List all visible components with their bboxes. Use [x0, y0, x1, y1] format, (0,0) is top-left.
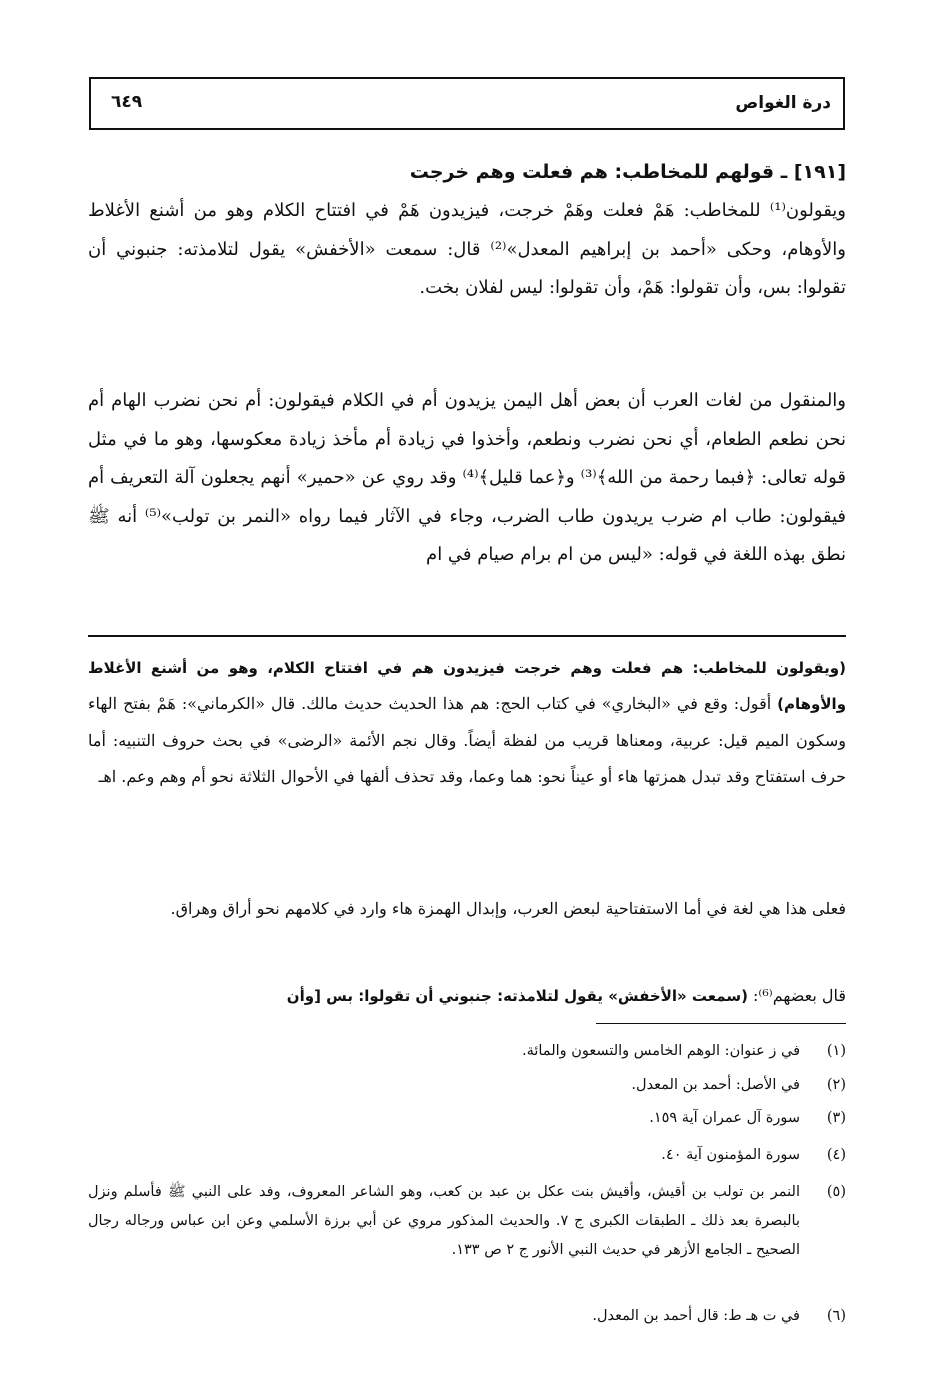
- footnote-text: سورة آل عمران آية ١٥٩.: [649, 1110, 800, 1126]
- footnote-3: [88, 1104, 846, 1132]
- footnote-divider: [596, 1023, 846, 1024]
- page-header: [89, 77, 845, 130]
- commentary-text: أقول: وقع في «البخاري» في كتاب الحج: هم هذا الحديث حديث مالك. قال «الكرماني»: هَمْ بفتح الهاء وسكون الميم قيل: عربية، ومعناها قريب من لفظة أيضاً. وقال نجم الأئمة «الرضى» في بحث حروف التنبيه: أما حرف استفتاح وقد تبدل همزتها هاء أو عيناً نحو: هما وعما، وقد تحذف ألفها في الأحوال الثلاثة نحو أم وهم وعم. اهـ: [88, 694, 846, 786]
- footnote-number: (٥): [826, 1184, 846, 1200]
- footnote-4: [88, 1141, 846, 1169]
- footnote-text: النمر بن تولب بن أقيش، وأقيش بنت عكل بن عبد بن كعب، وهو الشاعر المعروف، وفد على النبي ﷺ فأسلم ونزل بالبصرة بعد ذلك ـ الطبقات الكبرى ج ٧. والحديث المذكور مروي عن أبي برزة الأسلمي وعن ابن عباس ورجاله رجال الصحيح ـ الجامع الأزهر في حديث النبي الأنور ج ٢ ص ١٣٣.: [88, 1184, 800, 1258]
- footnote-1: [88, 1037, 846, 1065]
- commentary-paragraph-1: [88, 650, 846, 795]
- footnote-text: في ز عنوان: الوهم الخامس والتسعون والمائة.: [521, 1043, 800, 1059]
- running-title: درة الغواص: [735, 93, 831, 113]
- main-paragraph-1: ويقولون⁽¹⁾ للمخاطب: هَمْ فعلت وهَمْ خرجت، فيزيدون هَمْ في افتتاح الكلام وهو من أشنع الأغلاط والأوهام، وحكى «أحمد بن إبراهيم المعدل»⁽²⁾ قال: سمعت «الأخفش» يقول لتلامذته: جنبوني أن تقولوا: بس، وأن تقولوا: هَمْ، وأن تقولوا: ليس لفلان بخت.: [88, 200, 846, 298]
- footnote-number: (٢): [826, 1077, 846, 1093]
- commentary-paragraph-3: [88, 978, 846, 1014]
- commentary-quote: (ويقولون للمخاطب: هم فعلت وهم خرجت فيزيدون هم في افتتاح الكلام، وهو من أشنع الأغلاط والأوهام): [88, 659, 847, 714]
- main-paragraph-2: والمنقول من لغات العرب أن بعض أهل اليمن يزيدون أم في الكلام فيقولون: أم نحن نضرب الهام أم نحن نطعم الطعام، أي نحن نضرب ونطعم، وأخذوا في زيادة أم مأخذ زيادة معكوسها، وهو ما في مثل قوله تعالى: ﴿فبما رحمة من الله﴾⁽³⁾ و﴿عما قليل﴾⁽⁴⁾ وقد روي عن «حمير» أنهم يجعلون آلة التعريف أم فيقولون: طاب ام ضرب يريدون طاب الضرب، وجاء في الآثار فيما رواه «النمر بن تولب»⁽⁵⁾ أنه ﷺ نطق بهذه اللغة في قوله: «ليس من ام برام صيام في ام: [88, 390, 846, 565]
- commentary-quote-2: (سمعت «الأخفش» يقول لتلامذته: جنبوني أن تقولوا: بس [وأن: [286, 987, 748, 1005]
- page-number: ٦٤٩: [111, 92, 143, 112]
- footnote-number: (٦): [826, 1308, 846, 1324]
- text-commentary-divider: [88, 635, 846, 637]
- footnote-6: [88, 1302, 846, 1330]
- commentary-paragraph-2: فعلى هذا هي لغة في أما الاستفتاحية لبعض العرب، وإبدال الهمزة هاء وارد في كلامهم نحو أراق وهراق.: [170, 899, 846, 918]
- footnote-text: سورة المؤمنون آية ٤٠.: [661, 1147, 800, 1163]
- footnote-number: (٣): [826, 1110, 846, 1126]
- commentary-intro: قال بعضهم⁽⁶⁾:: [747, 986, 846, 1005]
- footnote-number: (٤): [826, 1147, 846, 1163]
- section-heading: [١٩١] ـ قولهم للمخاطب: هم فعلت وهم خرجت: [409, 161, 846, 183]
- footnote-text: في ت هـ ط: قال أحمد بن المعدل.: [592, 1308, 800, 1324]
- footnote-2: [88, 1071, 846, 1099]
- footnote-5: [88, 1178, 846, 1265]
- footnote-text: في الأصل: أحمد بن المعدل.: [631, 1077, 800, 1093]
- footnote-number: (١): [826, 1043, 846, 1059]
